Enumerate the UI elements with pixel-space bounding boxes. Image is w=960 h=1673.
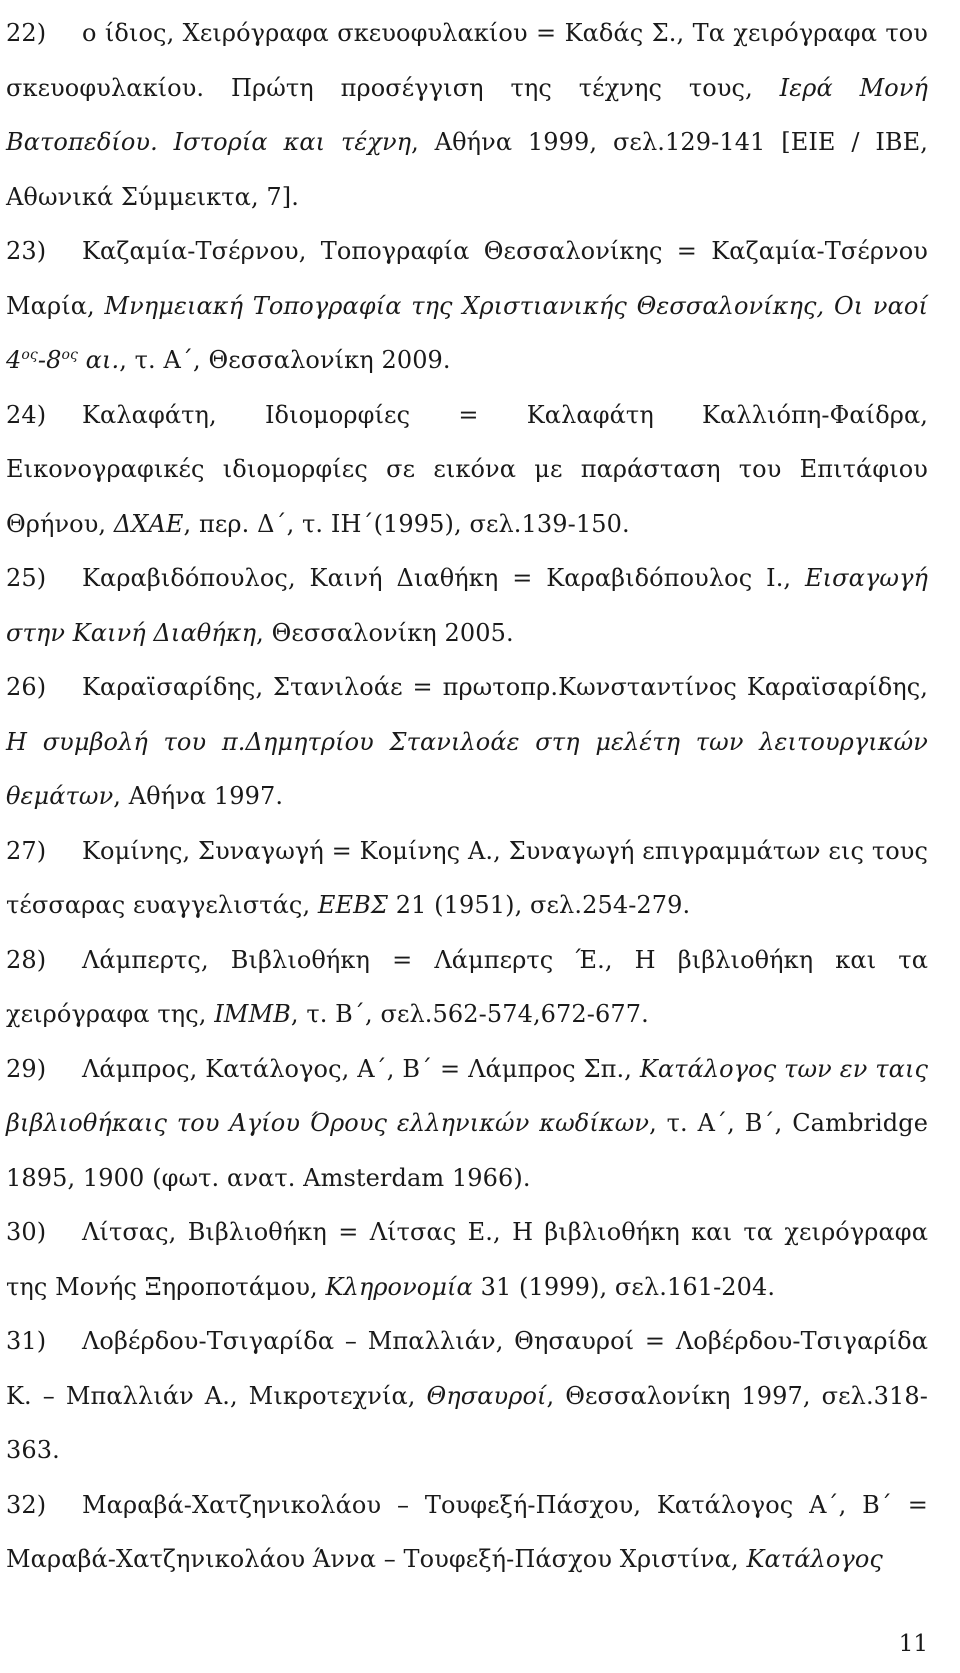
entry-text: Λοβέρδου-Τσιγαρίδα – Μπαλλιάν, Θησαυροί = Λοβέρδου-Τσιγαρίδα Κ. – Μπαλλιάν Α., Μικροτεχνία,: [6, 1327, 928, 1410]
entry-title-text: αι.: [77, 346, 120, 374]
entry-text: , τ. Α΄, Θεσσαλονίκη 2009.: [119, 346, 451, 374]
entry-number: 24): [6, 400, 47, 429]
entry-text: Καραϊσαρίδης, Στανιλοάε = πρωτοπρ.Κωνσταντίνος Καραϊσαρίδης,: [82, 673, 928, 701]
bibliography-entry: [6, 1205, 928, 1314]
entry-text: Λίτσας, Βιβλιοθήκη = Λίτσας Ε., Η βιβλιοθήκη και τα χειρόγραφα της Μονής Ξηροποτάμου,: [6, 1218, 928, 1301]
bibliography-entry: [6, 1478, 928, 1587]
entry-number: 31): [6, 1327, 47, 1355]
entry-number: 28): [6, 945, 47, 974]
entry-title-text: ΔΧΑΕ: [113, 509, 184, 538]
entry-title-text: ΙΜΜΒ: [214, 1000, 291, 1028]
entry-text: , Αθήνα 1999, σελ.129-141 [ΕΙΕ / ΙΒΕ, Αθωνικά Σύμμεικτα, 7].: [6, 128, 928, 211]
entry-title-text: -8: [37, 346, 62, 374]
entry-text: , περ. Δ΄, τ. ΙΗ΄(1995), σελ.139-150.: [183, 509, 630, 538]
entry-text: Λάμπρος, Κατάλογος, Α΄, Β΄ = Λάμπρος Σπ.,: [82, 1054, 640, 1083]
entry-title-text: Μνημειακή Τοπογραφία της Χριστιανικής Θεσσαλονίκης, Οι ναοί 4: [6, 291, 928, 374]
entry-text: Κομίνης, Συναγωγή = Κομίνης Α., Συναγωγή επιγραμμάτων εις τους τέσσαρας ευαγγελιστάς,: [6, 836, 928, 919]
entry-number: 23): [6, 237, 47, 265]
bibliography-entry: [6, 551, 928, 660]
entry-text: , Θεσσαλονίκη 2005.: [256, 618, 514, 647]
entry-title-text: Κληρονομία: [325, 1272, 473, 1301]
entry-text: Καλαφάτη, Ιδιομορφίες = Καλαφάτη Καλλιόπη-Φαίδρα, Εικονογραφικές ιδιομορφίες σε εικόνα με παράσταση του Επιτάφιου Θρήνου,: [6, 400, 928, 538]
bibliography-entry: [6, 6, 928, 224]
entry-number: 32): [6, 1490, 47, 1519]
bibliography-entry: [6, 660, 928, 824]
entry-number: 30): [6, 1218, 47, 1246]
entry-text: , Αθήνα 1997.: [113, 782, 284, 810]
entry-text: 21 (1951), σελ.254-279.: [387, 891, 691, 919]
bibliography-entry: [6, 933, 928, 1042]
entry-text: Καραβιδόπουλος, Καινή Διαθήκη = Καραβιδόπουλος Ι.,: [82, 564, 806, 592]
entry-title-text: ος: [21, 347, 38, 363]
entry-number: 22): [6, 19, 47, 47]
entry-title-text: Η συμβολή του π.Δημητρίου Στανιλοάε στη μελέτη των λειτουργικών θεμάτων: [6, 727, 928, 810]
entry-text: Καζαμία-Τσέρνου, Τοπογραφία Θεσσαλονίκης = Καζαμία-Τσέρνου Μαρία,: [6, 237, 928, 320]
bibliography-entry: [6, 388, 928, 552]
page-number: 11: [898, 1631, 928, 1657]
entry-title-text: Θησαυροί: [426, 1381, 547, 1410]
entry-title-text: Κατάλογος: [746, 1545, 883, 1573]
entry-title-text: Εισαγωγή στην Καινή Διαθήκη: [6, 564, 928, 647]
entry-title-text: ΕΕΒΣ: [317, 891, 388, 919]
entry-text: 31 (1999), σελ.161-204.: [472, 1272, 776, 1301]
bibliography-entry: [6, 1314, 928, 1478]
bibliography-entry: [6, 224, 928, 388]
bibliography-entry: [6, 824, 928, 933]
entry-number: 26): [6, 673, 47, 701]
entry-text: , Θεσσαλονίκη 1997, σελ.318-363.: [6, 1381, 929, 1464]
entry-text: , τ. Α΄, Β΄, Cambridge 1895, 1900 (φωτ. ανατ. Amsterdam 1966).: [6, 1109, 928, 1192]
bibliography-list: [6, 6, 928, 1587]
entry-text: Μαραβά-Χατζηνικολάου – Τουφεξή-Πάσχου, Κατάλογος Α΄, Β΄ = Μαραβά-Χατζηνικολάου Άννα – Τουφεξή-Πάσχου Χριστίνα,: [6, 1490, 928, 1573]
entry-number: 27): [6, 836, 47, 865]
entry-text: Λάμπερτς, Βιβλιοθήκη = Λάμπερτς Έ., Η βιβλιοθήκη και τα χειρόγραφα της,: [6, 945, 928, 1028]
entry-title-text: Κατάλογος των εν ταις βιβλιοθήκαις του Αγίου Όρους ελληνικών κωδίκων: [6, 1054, 928, 1137]
entry-text: , τ. Β΄, σελ.562-574,672-677.: [290, 1000, 649, 1028]
entry-number: 29): [6, 1054, 47, 1083]
entry-text: ο ίδιος, Χειρόγραφα σκευοφυλακίου = Καδάς Σ., Τα χειρόγραφα του σκευοφυλακίου. Πρώτη προσέγγιση της τέχνης τους,: [6, 19, 928, 102]
bibliography-entry: [6, 1042, 928, 1206]
entry-title-text: ος: [61, 347, 78, 363]
entry-title-text: Ιερά Μονή Βατοπεδίου. Ιστορία και τέχνη: [6, 73, 929, 156]
entry-number: 25): [6, 564, 47, 592]
